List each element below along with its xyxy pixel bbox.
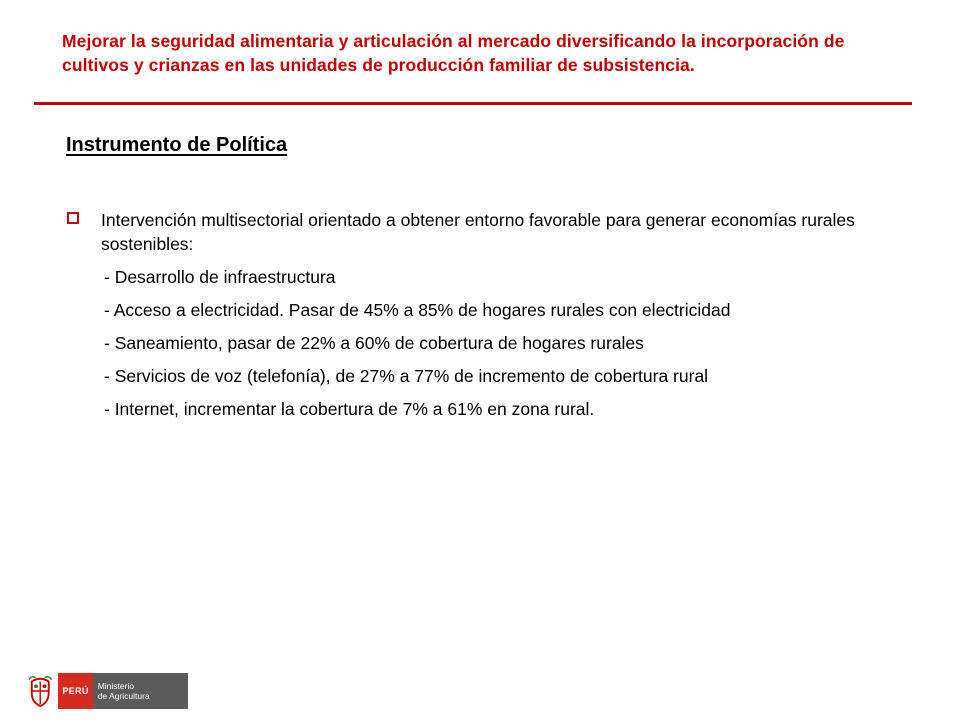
sub-item: - Internet, incrementar la cobertura de 7% a 61% en zona rural. [104,399,595,419]
slide-title: Mejorar la seguridad alimentaria y articulación al mercado diversificando la incorporación de cultivos y crianzas en las unidades de producción familiar de subsistencia. [62,31,845,75]
ministry-badge [93,673,188,709]
sub-item: - Desarrollo de infraestructura [104,267,336,287]
ministry-line-2: de Agricultura [97,691,150,701]
peru-label: PERÚ [62,686,89,696]
coat-of-arms-icon [28,673,52,709]
sub-item-list [104,265,906,421]
title-divider [34,102,912,105]
bullet-item [66,208,906,256]
ministry-line-1: Ministerio [97,681,135,691]
ministry-logo [28,670,188,712]
sub-item: - Servicios de voz (telefonía), de 27% a 77% de incremento de cobertura rural [104,366,709,386]
peru-badge [58,673,92,709]
section-heading: Instrumento de Política [66,134,288,156]
bullet-text: Intervención multisectorial orientado a obtener entorno favorable para generar economías rurales sostenibles: [101,210,855,254]
checkbox-bullet-icon [67,212,79,224]
sub-item: - Acceso a electricidad. Pasar de 45% a 85% de hogares rurales con electricidad [104,300,731,320]
bullet-block [66,208,906,421]
sub-item: - Saneamiento, pasar de 22% a 60% de cobertura de hogares rurales [104,333,644,353]
